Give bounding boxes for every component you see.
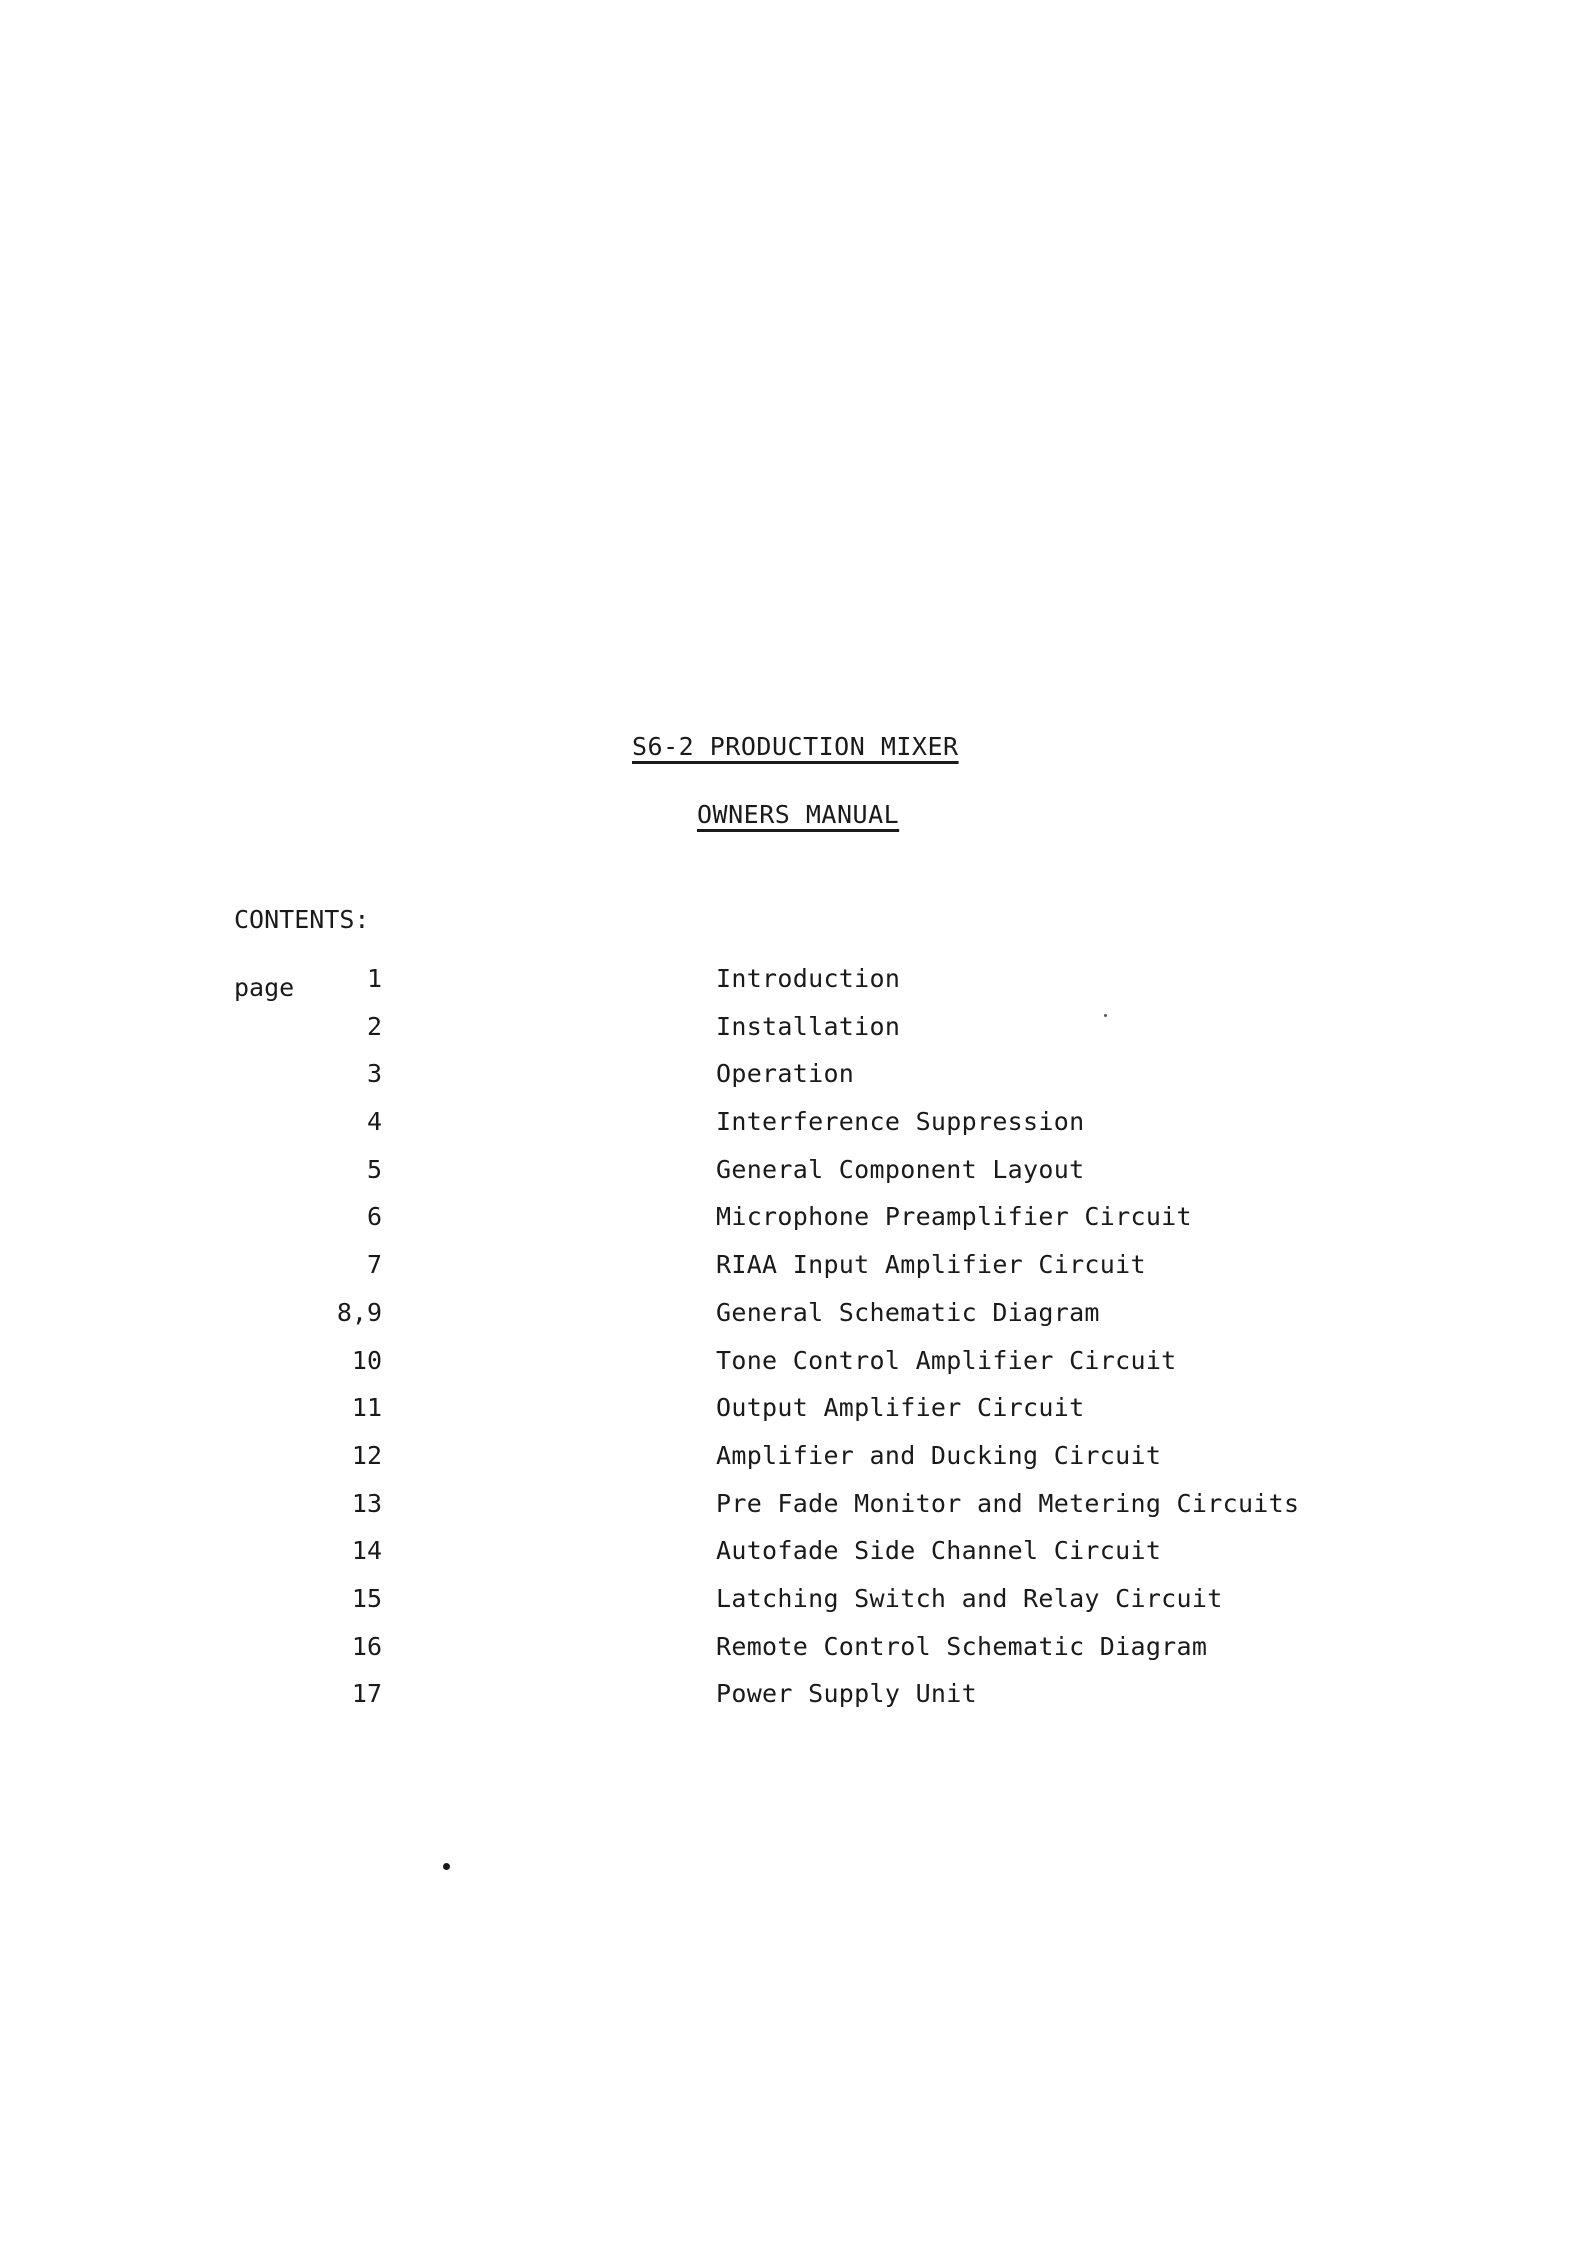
toc-page-number: 15 <box>351 1583 382 1613</box>
toc-entry-title: Latching Switch and Relay Circuit <box>716 1583 1223 1613</box>
contents-heading: CONTENTS: <box>234 905 370 934</box>
toc-entry-title: RIAA Input Amplifier Circuit <box>716 1250 1146 1280</box>
toc-page-number: 5 <box>366 1154 382 1184</box>
toc-page-number: 17 <box>351 1679 382 1709</box>
table-of-contents <box>0 964 1587 1727</box>
toc-row <box>0 1441 1587 1489</box>
toc-row <box>0 1679 1587 1727</box>
toc-row <box>0 1632 1587 1680</box>
document-subtitle: OWNERS MANUAL <box>697 800 900 829</box>
toc-row <box>0 1536 1587 1584</box>
toc-row <box>0 1107 1587 1155</box>
toc-entry-title: Autofade Side Channel Circuit <box>716 1536 1162 1566</box>
toc-page-number: 13 <box>351 1488 382 1518</box>
toc-entry-title: Output Amplifier Circuit <box>716 1393 1085 1423</box>
toc-entry-title: Microphone Preamplifier Circuit <box>716 1202 1192 1232</box>
toc-row <box>0 1489 1587 1537</box>
toc-page-number: 16 <box>351 1631 382 1661</box>
toc-page-number: 7 <box>366 1250 382 1280</box>
toc-row <box>0 1346 1587 1394</box>
toc-row <box>0 1393 1587 1441</box>
page-label: page <box>234 973 295 1002</box>
toc-row <box>0 1202 1587 1250</box>
toc-page-number: 8,9 <box>336 1297 382 1327</box>
toc-page-number: 2 <box>366 1011 382 1041</box>
toc-page-number: 12 <box>351 1440 382 1470</box>
toc-row <box>0 1250 1587 1298</box>
toc-page-number: 10 <box>351 1345 382 1375</box>
toc-entry-title: Pre Fade Monitor and Metering Circuits <box>716 1488 1300 1518</box>
toc-row <box>0 1298 1587 1346</box>
toc-page-number: 4 <box>366 1107 382 1137</box>
toc-entry-title: Amplifier and Ducking Circuit <box>716 1440 1162 1470</box>
toc-row <box>0 1155 1587 1203</box>
document-title: S6-2 PRODUCTION MIXER <box>632 732 959 761</box>
toc-row <box>0 1012 1587 1060</box>
toc-page-number: 1 <box>366 964 382 993</box>
ink-speck <box>1104 1014 1107 1017</box>
toc-page-number: 14 <box>351 1536 382 1566</box>
toc-row <box>0 964 1587 1012</box>
toc-page-number: 3 <box>366 1059 382 1089</box>
toc-page-number: 6 <box>366 1202 382 1232</box>
toc-page-number: 11 <box>351 1393 382 1423</box>
toc-entry-title: Remote Control Schematic Diagram <box>716 1631 1208 1661</box>
toc-entry-title: Power Supply Unit <box>716 1679 977 1709</box>
toc-row <box>0 1584 1587 1632</box>
toc-entry-title: Tone Control Amplifier Circuit <box>716 1345 1177 1375</box>
ink-dot <box>443 1863 450 1870</box>
toc-entry-title: Installation <box>716 1011 901 1041</box>
toc-entry-title: Interference Suppression <box>716 1107 1085 1137</box>
toc-entry-title: General Schematic Diagram <box>716 1297 1100 1327</box>
toc-row <box>0 1059 1587 1107</box>
toc-entry-title: Introduction <box>716 964 901 993</box>
toc-entry-title: General Component Layout <box>716 1154 1085 1184</box>
toc-entry-title: Operation <box>716 1059 855 1089</box>
